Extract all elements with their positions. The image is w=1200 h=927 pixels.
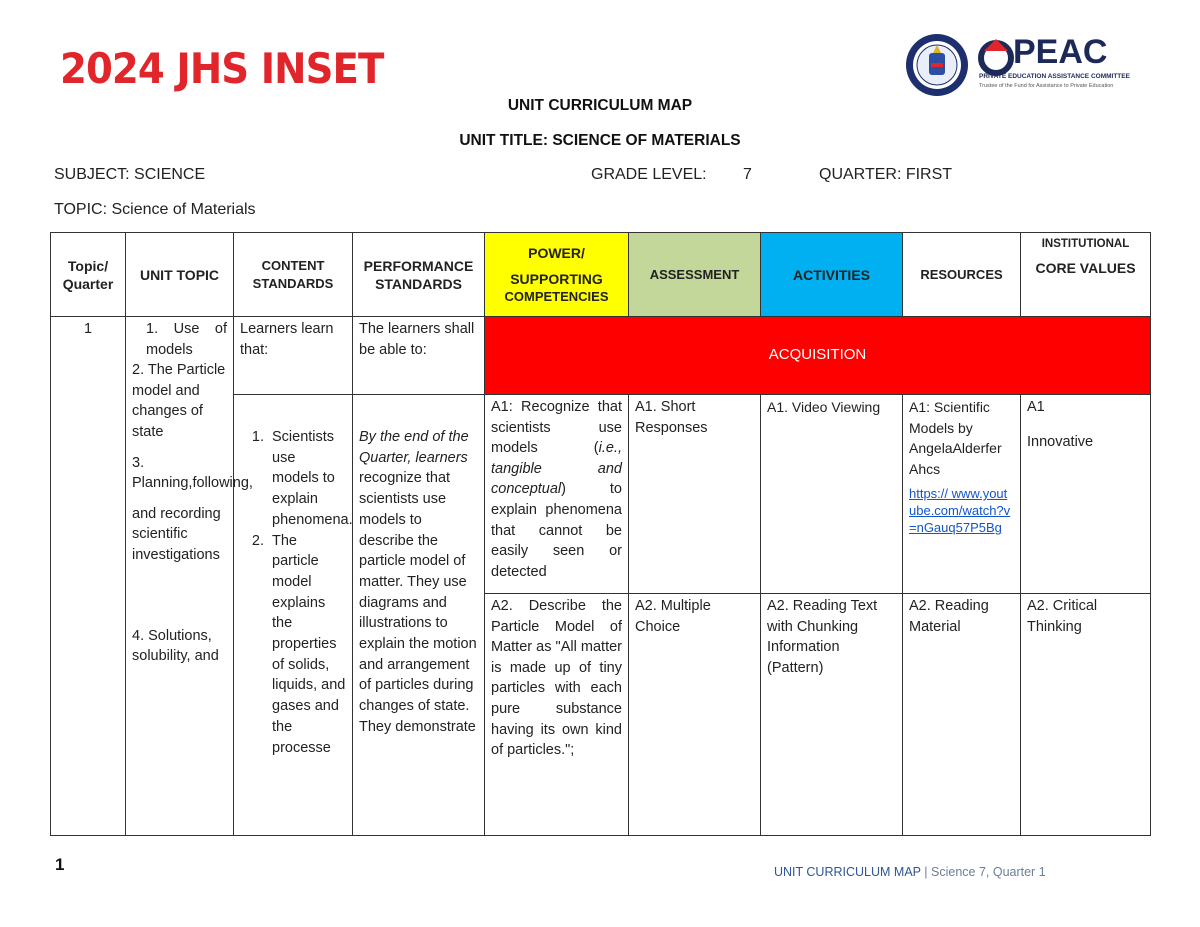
header-unit-topic: UNIT TOPIC xyxy=(126,233,234,317)
curriculum-map-table xyxy=(50,232,1151,836)
a1-resource-link[interactable]: https:// www.youtube.com/watch?v=nGauq57P5Bg xyxy=(909,486,1011,536)
a2-activity: A2. Reading Text with Chunking Information (Pattern) xyxy=(761,594,903,836)
peac-fullname: PRIVATE EDUCATION ASSISTANCE COMMITTEE xyxy=(979,73,1130,80)
a1-core-value-code: A1 xyxy=(1027,399,1045,415)
a1-assessment: A1. Short Responses xyxy=(629,395,761,594)
header-core-values xyxy=(1021,233,1151,317)
unit-topic-item-3b: and recording scientific investigations xyxy=(132,505,221,563)
footer-running-title xyxy=(774,865,1046,879)
a1-competency: A1: Recognize that scientists use models (i.e., tangible and conceptual) to explain phenomena that cannot be easily seen or detected xyxy=(485,395,629,594)
unit-title: UNIT TITLE: SCIENCE OF MATERIALS xyxy=(459,132,741,149)
topic-label: TOPIC: Science of Materials xyxy=(54,201,256,218)
content-intro: Learners learn that: xyxy=(234,317,353,395)
document-title: UNIT CURRICULUM MAP xyxy=(507,97,693,114)
page-number: 1 xyxy=(55,855,65,874)
a1-competency-examples: i.e., tangible and conceptual xyxy=(491,440,622,498)
header-logos xyxy=(905,33,1135,99)
a2-assessment: A2. Multiple Choice xyxy=(629,594,761,836)
header-performance-standards: PERFORMANCE STANDARDS xyxy=(353,233,485,317)
peac-tagline: Trustee of the Fund for Assistance to Private Education xyxy=(979,83,1114,89)
performance-body: recognize that scientists use models to describe the particle model of matter. They use diagrams and illustrations to explain the motion and arrangement of particles during changes of state. They demonstrate xyxy=(359,470,477,735)
header-content-standards: CONTENT STANDARDS xyxy=(234,233,353,317)
table-row-acquisition xyxy=(51,317,1151,395)
header-activities: ACTIVITIES xyxy=(761,233,903,317)
grade-level-value: 7 xyxy=(743,166,752,183)
performance-standard xyxy=(353,395,485,836)
brand-title: 2024 JHS INSET xyxy=(60,44,384,93)
header-institutional: INSTITUTIONAL xyxy=(1041,238,1130,250)
a2-competency: A2. Describe the Particle Model of Matter as "All matter is made up of tiny particles with each pure substance having its own kind of particles."; xyxy=(485,594,629,836)
unit-topic-item-2: 2. The Particle model and changes of state xyxy=(132,362,226,440)
header-core-values-label: CORE VALUES xyxy=(1035,260,1136,276)
subject-label: SUBJECT: SCIENCE xyxy=(54,166,206,183)
quarter-number: 1 xyxy=(51,317,126,836)
content-standard-item: 1. Scientists use models to explain phenomena. xyxy=(268,427,346,531)
peac-logo-icon xyxy=(977,37,1015,77)
unit-topic-item-4: 4. Solutions, solubility, and xyxy=(132,627,219,665)
unit-topic-item-3: 3. Planning,following, xyxy=(132,454,253,492)
quarter-label: QUARTER: FIRST xyxy=(819,166,953,183)
header-assessment: ASSESSMENT xyxy=(629,233,761,317)
header-power-line3: COMPETENCIES xyxy=(504,288,609,304)
a1-resource xyxy=(903,395,1021,594)
a2-core-value: A2. Critical Thinking xyxy=(1021,594,1151,836)
header-power-line1: POWER/ xyxy=(528,244,585,261)
header-power-line2: SUPPORTING xyxy=(510,270,603,287)
a1-resource-title: A1: Scientific Models by AngelaAlderfer Ahcs xyxy=(909,399,1002,477)
a2-resource: A2. Reading Material xyxy=(903,594,1021,836)
a1-core-value-name: Innovative xyxy=(1027,433,1094,450)
content-standard-item: 2. The particle model explains the properties of solids, liquids, and gases and the processe xyxy=(268,531,346,759)
content-standards-list xyxy=(234,395,353,836)
performance-intro: The learners shall be able to: xyxy=(353,317,485,395)
header-power-competencies xyxy=(485,233,629,317)
header-topic-quarter: Topic/ Quarter xyxy=(51,233,126,317)
grade-level-label: GRADE LEVEL: xyxy=(591,166,707,183)
footer-separator: | xyxy=(924,865,928,879)
footer-doc-name: UNIT CURRICULUM MAP xyxy=(774,865,921,879)
a1-activity: A1. Video Viewing xyxy=(761,395,903,594)
footer-course: Science 7, Quarter 1 xyxy=(931,865,1046,879)
acquisition-banner: ACQUISITION xyxy=(485,317,1151,395)
unit-topic-item-1: 1. Use of models xyxy=(146,321,227,358)
deped-seal-icon xyxy=(905,33,969,97)
unit-topic-list xyxy=(126,317,253,836)
peac-wordmark: PEAC xyxy=(1013,33,1108,71)
header-resources: RESOURCES xyxy=(903,233,1021,317)
performance-lead: By the end of the Quarter, learners xyxy=(359,429,469,466)
a1-core-value xyxy=(1021,395,1151,594)
header-row xyxy=(51,233,1151,317)
